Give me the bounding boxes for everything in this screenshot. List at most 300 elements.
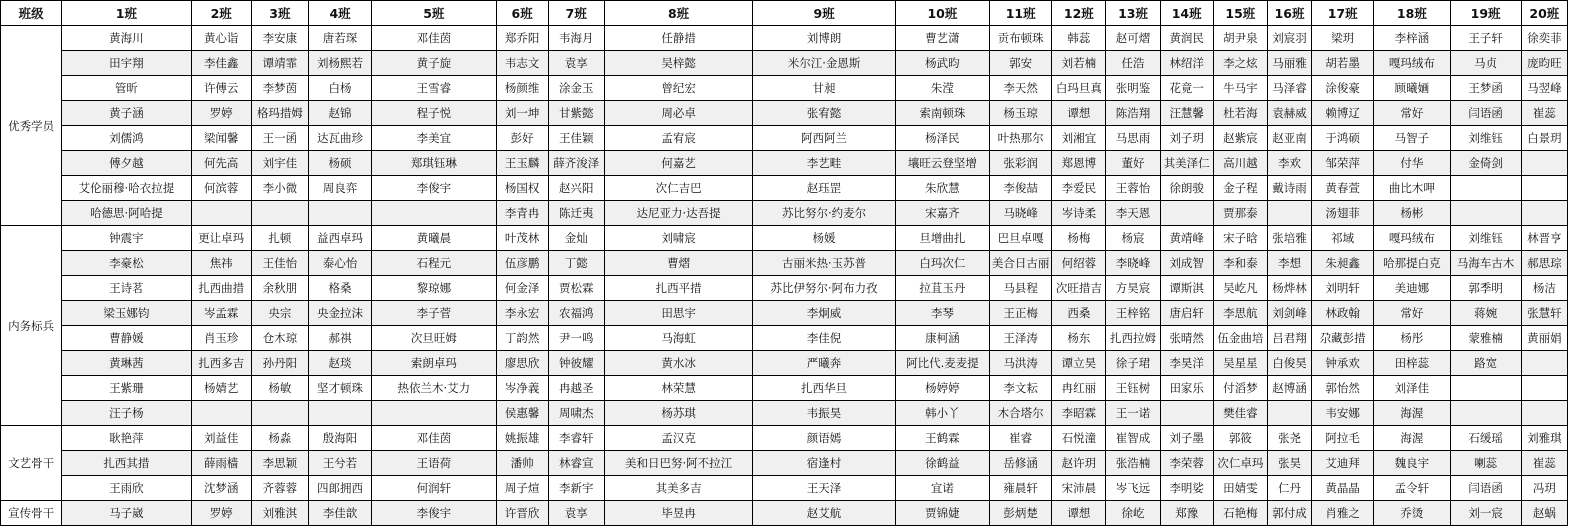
student-name-cell: 李晓峰	[1106, 251, 1160, 276]
student-name-cell: 黄晶晶	[1312, 476, 1374, 501]
table-row	[1, 476, 1568, 501]
student-name-cell: 侯惠馨	[496, 401, 548, 426]
column-header-class: 9班	[753, 1, 895, 26]
student-name-cell: 郑豫	[1160, 501, 1213, 526]
student-name-cell: 赵可熠	[1106, 26, 1160, 51]
column-header-class: 11班	[990, 1, 1052, 26]
student-name-cell: 李爱民	[1052, 176, 1106, 201]
student-name-cell: 宋子晗	[1213, 226, 1267, 251]
student-name-cell: 薛齐浚泽	[548, 151, 604, 176]
student-name-cell: 钟震宇	[62, 226, 191, 251]
student-name-cell: 杨泽民	[895, 126, 989, 151]
student-name-cell: 白俊昊	[1267, 351, 1311, 376]
student-name-cell: 何金泽	[496, 276, 548, 301]
table-row	[1, 151, 1568, 176]
student-name-cell: 杨苏琪	[604, 401, 752, 426]
student-name-cell	[251, 201, 308, 226]
student-name-cell: 许晋欣	[496, 501, 548, 526]
student-name-cell: 张晴然	[1160, 326, 1213, 351]
column-header-class: 4班	[308, 1, 371, 26]
student-name-cell: 王天泽	[753, 476, 895, 501]
student-name-cell: 李俊喆	[990, 176, 1052, 201]
student-name-cell	[251, 401, 308, 426]
student-name-cell	[372, 201, 496, 226]
student-name-cell: 乔烫	[1374, 501, 1450, 526]
student-name-cell: 林荣慧	[604, 376, 752, 401]
student-name-cell: 孟汉克	[604, 426, 752, 451]
student-name-cell: 刘子墨	[1160, 426, 1213, 451]
student-name-cell: 黎琼娜	[372, 276, 496, 301]
student-name-cell: 旦增曲扎	[895, 226, 989, 251]
student-name-cell: 更让卓玛	[191, 226, 251, 251]
student-name-cell: 康柯涵	[895, 326, 989, 351]
student-name-cell: 刘儒鸿	[62, 126, 191, 151]
student-name-cell: 何润轩	[372, 476, 496, 501]
student-name-cell: 付华	[1374, 151, 1450, 176]
student-name-cell: 林晋亨	[1521, 226, 1567, 251]
student-name-cell: 赵艾航	[753, 501, 895, 526]
student-name-cell: 李永宏	[496, 301, 548, 326]
student-name-cell: 郝思琮	[1521, 251, 1567, 276]
student-name-cell: 益西卓玛	[308, 226, 371, 251]
student-name-cell: 张尧	[1267, 426, 1311, 451]
category-label: 内务标兵	[1, 226, 62, 426]
student-name-cell: 杨玉琼	[990, 101, 1052, 126]
student-name-cell	[1450, 401, 1521, 426]
student-name-cell: 次旺措吉	[1052, 276, 1106, 301]
student-name-cell: 邹荣萍	[1312, 151, 1374, 176]
student-name-cell: 李佳倪	[753, 326, 895, 351]
student-name-cell: 阿比代.麦麦提	[895, 351, 989, 376]
student-name-cell: 艾迪拜	[1312, 451, 1374, 476]
student-name-cell	[191, 401, 251, 426]
column-header-class: 12班	[1052, 1, 1106, 26]
student-name-cell: 周子煊	[496, 476, 548, 501]
table-row	[1, 301, 1568, 326]
student-name-cell: 赵亚南	[1267, 126, 1311, 151]
student-name-cell: 冉红丽	[1052, 376, 1106, 401]
student-name-cell: 马洪涛	[990, 351, 1052, 376]
table-row	[1, 226, 1568, 251]
student-name-cell: 刘湘宜	[1052, 126, 1106, 151]
student-name-cell: 尹一鸣	[548, 326, 604, 351]
student-name-cell: 马思雨	[1106, 126, 1160, 151]
student-name-cell: 刘雅琪	[1521, 426, 1567, 451]
student-name-cell: 杨洁	[1521, 276, 1567, 301]
student-name-cell: 胡尹泉	[1213, 26, 1267, 51]
student-name-cell: 农福鸿	[548, 301, 604, 326]
student-name-cell: 耿艳萍	[62, 426, 191, 451]
student-name-cell: 岑诗柔	[1052, 201, 1106, 226]
student-name-cell: 郭筱	[1213, 426, 1267, 451]
table-row	[1, 426, 1568, 451]
table-row	[1, 201, 1568, 226]
student-name-cell: 颜语嫣	[753, 426, 895, 451]
student-name-cell: 黄心诣	[191, 26, 251, 51]
student-name-cell: 刘子玥	[1160, 126, 1213, 151]
student-name-cell: 周啸杰	[548, 401, 604, 426]
student-name-cell: 赵蜗	[1521, 501, 1567, 526]
student-name-cell: 田宇翔	[62, 51, 191, 76]
table-row	[1, 451, 1568, 476]
student-name-cell: 次旦旺姆	[372, 326, 496, 351]
student-name-cell: 李之炫	[1213, 51, 1267, 76]
student-name-cell: 花竟一	[1160, 76, 1213, 101]
student-name-cell: 许傅云	[191, 76, 251, 101]
student-name-cell: 钟承欢	[1312, 351, 1374, 376]
student-name-cell: 曹熠	[604, 251, 752, 276]
student-name-cell: 徐奕菲	[1521, 26, 1567, 51]
student-name-cell: 赵许玥	[1052, 451, 1106, 476]
student-name-cell: 苏比伊努尔·阿布力孜	[753, 276, 895, 301]
student-name-cell: 林睿宣	[548, 451, 604, 476]
student-name-cell: 赵琰	[308, 351, 371, 376]
student-name-cell: 徐鹤益	[895, 451, 989, 476]
student-name-cell: 刘一坤	[496, 101, 548, 126]
student-name-cell: 岑飞远	[1106, 476, 1160, 501]
student-name-cell	[1160, 401, 1213, 426]
student-name-cell: 石缓瑶	[1450, 426, 1521, 451]
student-name-cell: 梁闻馨	[191, 126, 251, 151]
student-name-cell: 泰心怡	[308, 251, 371, 276]
student-name-cell: 韦海月	[548, 26, 604, 51]
student-name-cell: 苏比努尔·约麦尔	[753, 201, 895, 226]
student-name-cell: 扎西曲措	[191, 276, 251, 301]
student-name-cell: 拉苴玉丹	[895, 276, 989, 301]
student-name-cell: 汪子杨	[62, 401, 191, 426]
student-name-cell: 米尔江·金恩斯	[753, 51, 895, 76]
student-name-cell: 黄曦晨	[372, 226, 496, 251]
student-name-cell: 何先高	[191, 151, 251, 176]
student-name-cell: 哈德思·阿哈提	[62, 201, 191, 226]
student-name-cell: 郑恩博	[1052, 151, 1106, 176]
student-name-cell: 宋沛晨	[1052, 476, 1106, 501]
student-name-cell: 其美多吉	[604, 476, 752, 501]
student-name-cell: 彭炳楚	[990, 501, 1052, 526]
student-name-cell: 徐朗骏	[1160, 176, 1213, 201]
student-name-cell: 郑乔阳	[496, 26, 548, 51]
student-name-cell: 李炯威	[753, 301, 895, 326]
student-name-cell: 付滔梦	[1213, 376, 1267, 401]
student-name-cell: 吴星星	[1213, 351, 1267, 376]
student-name-cell: 王子轩	[1450, 26, 1521, 51]
student-name-cell	[372, 401, 496, 426]
table-row	[1, 401, 1568, 426]
student-name-cell	[1521, 201, 1567, 226]
student-name-cell: 蒙雅楠	[1450, 326, 1521, 351]
student-name-cell: 木合塔尔	[990, 401, 1052, 426]
student-name-cell: 李欢	[1267, 151, 1311, 176]
student-name-cell: 庞昀旺	[1521, 51, 1567, 76]
student-name-cell: 李青冉	[496, 201, 548, 226]
student-name-cell: 冯玥	[1521, 476, 1567, 501]
student-name-cell: 古丽米热·玉苏普	[753, 251, 895, 276]
student-name-cell: 钟彼耀	[548, 351, 604, 376]
student-name-cell: 甘昶	[753, 76, 895, 101]
student-name-cell: 金倚剑	[1450, 151, 1521, 176]
student-name-cell: 赵锦	[308, 101, 371, 126]
student-name-cell: 常好	[1374, 101, 1450, 126]
student-name-cell: 李和泰	[1213, 251, 1267, 276]
student-name-cell: 余秋朋	[251, 276, 308, 301]
student-name-cell: 杨彬	[1374, 201, 1450, 226]
student-name-cell: 黄水冰	[604, 351, 752, 376]
student-name-cell: 王一函	[251, 126, 308, 151]
student-name-cell: 白杨	[308, 76, 371, 101]
student-name-cell: 杨武昀	[895, 51, 989, 76]
student-name-cell: 吴屹凡	[1213, 276, 1267, 301]
student-name-cell: 马县程	[990, 276, 1052, 301]
student-name-cell: 扎西华旦	[753, 376, 895, 401]
student-name-cell: 王雨欣	[62, 476, 191, 501]
column-header-class: 1班	[62, 1, 191, 26]
student-name-cell: 杨婷婷	[895, 376, 989, 401]
student-name-cell: 其美泽仁	[1160, 151, 1213, 176]
student-name-cell: 阿拉毛	[1312, 426, 1374, 451]
student-name-cell: 宿逢村	[753, 451, 895, 476]
column-header-class: 7班	[548, 1, 604, 26]
student-name-cell: 张浩楠	[1106, 451, 1160, 476]
student-name-cell: 刘维钰	[1450, 126, 1521, 151]
student-name-cell: 管昕	[62, 76, 191, 101]
table-row	[1, 101, 1568, 126]
student-name-cell: 朱昶鑫	[1312, 251, 1374, 276]
student-name-cell: 岳修涵	[990, 451, 1052, 476]
student-name-cell: 杨敏	[251, 376, 308, 401]
student-name-cell: 何滨蓉	[191, 176, 251, 201]
student-name-cell: 马泽睿	[1267, 76, 1311, 101]
student-name-cell: 扎西拉姆	[1106, 326, 1160, 351]
student-name-cell: 崔蕊	[1521, 451, 1567, 476]
student-name-cell: 高川越	[1213, 151, 1267, 176]
student-name-cell: 李佳歆	[308, 501, 371, 526]
student-name-cell: 黄子旋	[372, 51, 496, 76]
student-name-cell	[1450, 201, 1521, 226]
student-name-cell: 郭怡然	[1312, 376, 1374, 401]
student-name-cell: 石艳梅	[1213, 501, 1267, 526]
student-name-cell: 魏良宇	[1374, 451, 1450, 476]
student-name-cell: 叶热那尔	[990, 126, 1052, 151]
student-name-cell: 黄润民	[1160, 26, 1213, 51]
category-label: 文艺骨干	[1, 426, 62, 501]
table-row	[1, 251, 1568, 276]
student-name-cell: 李梓涵	[1374, 26, 1450, 51]
student-name-cell: 韩蕊	[1052, 26, 1106, 51]
student-name-cell: 海渥	[1374, 401, 1450, 426]
student-name-cell: 李俊宇	[372, 176, 496, 201]
student-name-cell: 赵兴阳	[548, 176, 604, 201]
student-name-cell: 毕昱冉	[604, 501, 752, 526]
student-name-cell: 王梓铭	[1106, 301, 1160, 326]
student-name-cell: 陈迁夷	[548, 201, 604, 226]
student-name-cell: 方昊宸	[1106, 276, 1160, 301]
student-name-cell: 张培雅	[1267, 226, 1311, 251]
student-name-cell: 杨硕	[308, 151, 371, 176]
student-name-cell: 赵珏罡	[753, 176, 895, 201]
student-name-cell: 黄丽娟	[1521, 326, 1567, 351]
student-name-cell: 杨国权	[496, 176, 548, 201]
student-name-cell: 哈那提白克	[1374, 251, 1450, 276]
student-name-cell: 次仁卓玛	[1213, 451, 1267, 476]
student-name-cell	[191, 201, 251, 226]
student-name-cell: 肖玉珍	[191, 326, 251, 351]
student-name-cell: 唐若琛	[308, 26, 371, 51]
student-name-cell: 阿西阿兰	[753, 126, 895, 151]
student-name-cell: 四郎拥西	[308, 476, 371, 501]
student-name-cell: 赵紫宸	[1213, 126, 1267, 151]
student-name-cell: 王玉麟	[496, 151, 548, 176]
student-name-cell: 黄子涵	[62, 101, 191, 126]
student-name-cell: 刘一宸	[1450, 501, 1521, 526]
student-name-cell: 李俊宇	[372, 501, 496, 526]
student-name-cell: 马海车古木	[1450, 251, 1521, 276]
student-name-cell: 崔智成	[1106, 426, 1160, 451]
student-name-cell: 谭想	[1052, 101, 1106, 126]
student-name-cell: 林绍洋	[1160, 51, 1213, 76]
student-name-cell: 岑净義	[496, 376, 548, 401]
student-name-cell: 韦振昊	[753, 401, 895, 426]
student-name-cell: 梁玥	[1312, 26, 1374, 51]
student-name-cell: 郑琪钰琳	[372, 151, 496, 176]
student-name-cell: 赖博辽	[1312, 101, 1374, 126]
student-name-cell: 王一诺	[1106, 401, 1160, 426]
student-name-cell: 于鸿硕	[1312, 126, 1374, 151]
category-label: 优秀学员	[1, 26, 62, 226]
student-name-cell: 王佳颖	[548, 126, 604, 151]
student-name-cell: 袁享	[548, 51, 604, 76]
student-name-cell: 李天恩	[1106, 201, 1160, 226]
header-row	[1, 1, 1568, 26]
student-name-cell: 刘雅淇	[251, 501, 308, 526]
column-header-class: 2班	[191, 1, 251, 26]
student-name-cell: 白玛旦真	[1052, 76, 1106, 101]
student-name-cell: 李文耘	[990, 376, 1052, 401]
column-header-class: 20班	[1521, 1, 1567, 26]
student-name-cell: 索朗卓玛	[372, 351, 496, 376]
student-name-cell: 雍晨轩	[990, 476, 1052, 501]
column-header-class: 15班	[1213, 1, 1267, 26]
student-name-cell: 石悦潼	[1052, 426, 1106, 451]
student-name-cell: 达瓦曲珍	[308, 126, 371, 151]
student-name-cell: 扎西多吉	[191, 351, 251, 376]
student-name-cell: 次仁吉巴	[604, 176, 752, 201]
student-name-cell: 王泽涛	[990, 326, 1052, 351]
student-name-cell: 刘宸羽	[1267, 26, 1311, 51]
student-name-cell: 王佳怡	[251, 251, 308, 276]
student-name-cell	[1450, 176, 1521, 201]
table-row	[1, 176, 1568, 201]
student-name-cell: 黄海川	[62, 26, 191, 51]
student-name-cell	[1521, 401, 1567, 426]
student-name-cell: 曾纪宏	[604, 76, 752, 101]
student-name-cell: 肖雅之	[1312, 501, 1374, 526]
student-name-cell: 唐启轩	[1160, 301, 1213, 326]
column-header-class: 3班	[251, 1, 308, 26]
student-name-cell: 朱欣慧	[895, 176, 989, 201]
column-header-class: 18班	[1374, 1, 1450, 26]
student-name-cell: 扎西平措	[604, 276, 752, 301]
table-row	[1, 376, 1568, 401]
student-name-cell: 杨梅	[1052, 226, 1106, 251]
student-name-cell: 刘明轩	[1312, 276, 1374, 301]
student-name-cell: 徐子珺	[1106, 351, 1160, 376]
student-name-cell: 常好	[1374, 301, 1450, 326]
student-name-cell: 郭安	[990, 51, 1052, 76]
student-name-cell: 沈梦涵	[191, 476, 251, 501]
student-name-cell: 王梦函	[1450, 76, 1521, 101]
student-name-cell: 韩小丫	[895, 401, 989, 426]
student-name-cell: 王雪睿	[372, 76, 496, 101]
column-header-class-label: 班级	[1, 1, 62, 26]
student-name-cell: 巴旦卓嘎	[990, 226, 1052, 251]
student-name-cell: 谭靖霏	[251, 51, 308, 76]
student-name-cell: 任静措	[604, 26, 752, 51]
student-name-cell: 坚才顿珠	[308, 376, 371, 401]
student-name-cell: 西桑	[1052, 301, 1106, 326]
student-name-cell: 刘博朗	[753, 26, 895, 51]
student-name-cell: 韦志文	[496, 51, 548, 76]
student-name-cell: 刘泽佳	[1374, 376, 1450, 401]
student-name-cell: 汤翅菲	[1312, 201, 1374, 226]
table-row	[1, 126, 1568, 151]
student-name-cell: 岑孟霖	[191, 301, 251, 326]
student-name-cell: 杨媛	[753, 226, 895, 251]
student-name-cell: 谭立昊	[1052, 351, 1106, 376]
table-row	[1, 76, 1568, 101]
student-name-cell: 涂俊豪	[1312, 76, 1374, 101]
student-name-cell: 李昊洋	[1160, 351, 1213, 376]
student-name-cell: 林政翰	[1312, 301, 1374, 326]
student-name-cell: 贡布顿珠	[990, 26, 1052, 51]
student-name-cell: 扎顿	[251, 226, 308, 251]
student-name-cell: 宋嘉齐	[895, 201, 989, 226]
student-name-cell	[308, 201, 371, 226]
student-name-cell: 贾松霖	[548, 276, 604, 301]
student-name-cell: 廖思欣	[496, 351, 548, 376]
student-name-cell: 王正梅	[990, 301, 1052, 326]
student-name-cell: 罗婷	[191, 501, 251, 526]
column-header-class: 10班	[895, 1, 989, 26]
student-name-cell: 金灿	[548, 226, 604, 251]
student-name-cell: 何绍蓉	[1052, 251, 1106, 276]
student-name-cell: 汪慧馨	[1160, 101, 1213, 126]
student-name-cell: 李梦茵	[251, 76, 308, 101]
student-name-cell: 蒋婉	[1450, 301, 1521, 326]
student-name-cell: 曲比木呷	[1374, 176, 1450, 201]
student-name-cell: 刘若楠	[1052, 51, 1106, 76]
column-header-class: 6班	[496, 1, 548, 26]
student-name-cell: 艾伦丽穆·哈衣拉提	[62, 176, 191, 201]
student-name-cell: 马智子	[1374, 126, 1450, 151]
student-name-cell: 祁域	[1312, 226, 1374, 251]
student-name-cell: 王诗茗	[62, 276, 191, 301]
student-name-cell: 央金拉沫	[308, 301, 371, 326]
student-name-cell: 马贞	[1450, 51, 1521, 76]
student-name-cell: 王紫珊	[62, 376, 191, 401]
student-name-cell: 王兮若	[308, 451, 371, 476]
table-row	[1, 276, 1568, 301]
table-row	[1, 51, 1568, 76]
student-name-cell: 王语荷	[372, 451, 496, 476]
student-name-cell: 吕君翔	[1267, 326, 1311, 351]
student-name-cell	[1267, 201, 1311, 226]
student-name-cell: 李思颖	[251, 451, 308, 476]
student-name-cell	[1521, 176, 1567, 201]
student-name-cell: 马晓峰	[990, 201, 1052, 226]
student-name-cell: 美合日古丽	[990, 251, 1052, 276]
student-name-cell: 伍金曲培	[1213, 326, 1267, 351]
student-name-cell: 黄靖峰	[1160, 226, 1213, 251]
